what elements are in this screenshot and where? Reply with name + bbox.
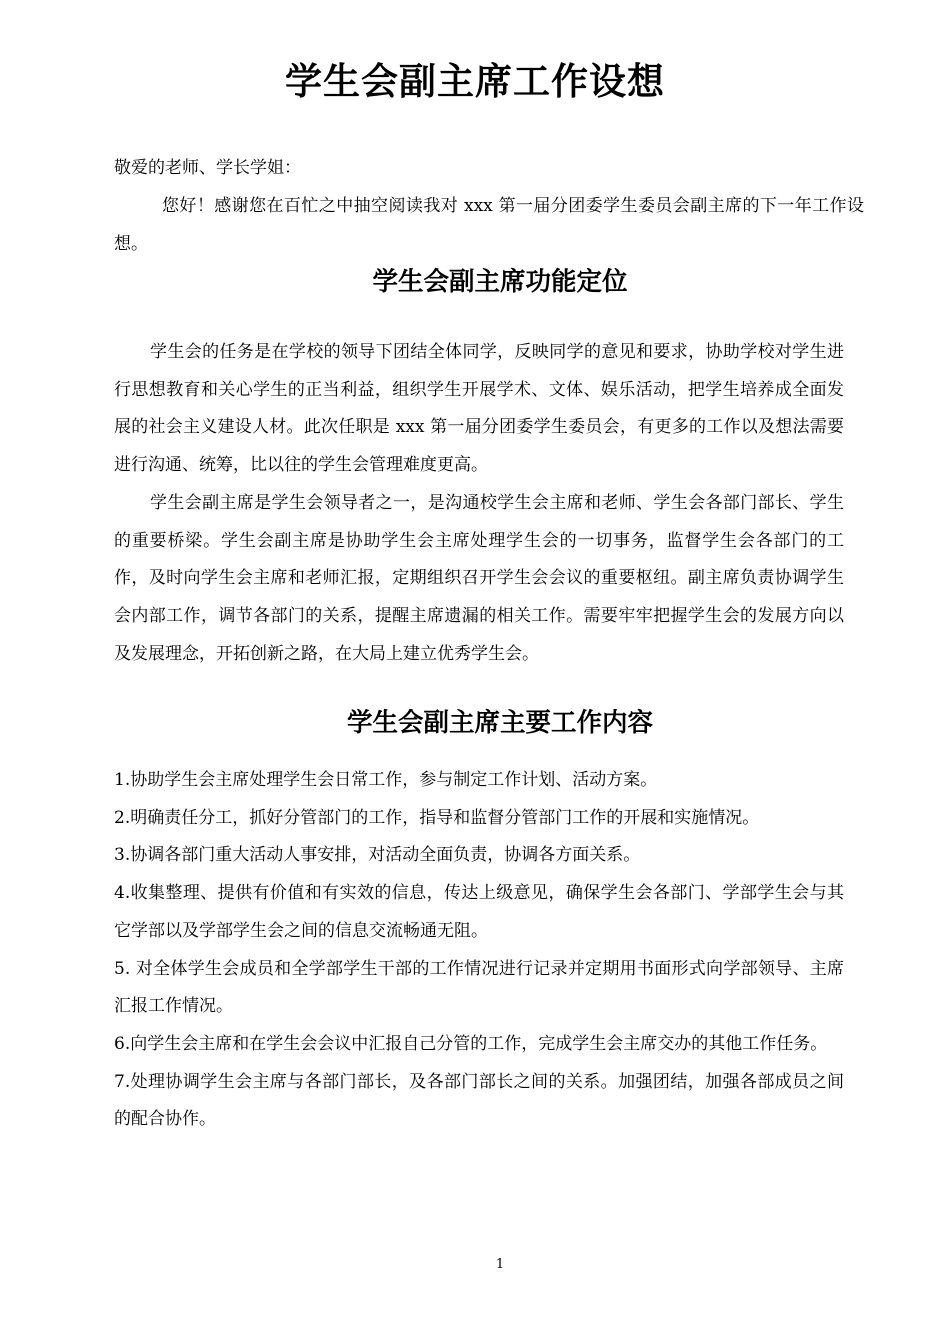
document-title: 学生会副主席工作设想 — [285, 60, 665, 103]
body-paragraph: 学生会副主席是学生会领导者之一，是沟通校学生会主席和老师、学生会各部门部长、学生的重要桥梁。学生会副主席是协助学生会主席处理学生会的一切事务，监督学生会各部门的工作，及时向学生会主席和老师汇报，定期组织召开学生会会议的重要枢纽。副主席负责协调学生会内部工作，调节各部门的关系，提醒主席遗漏的相关工作。需要牢牢把握学生会的发展方向以及发展理念，开拓创新之路，在大局上建立优秀学生会。 — [114, 492, 844, 664]
list-item: 7.处理协调学生会主席与各部门部长，及各部门部长之间的关系。加强团结，加强各部成员之间的配合协作。 — [114, 1071, 844, 1130]
salutation: 敬爱的老师、学长学姐： — [114, 158, 301, 178]
section-heading-role: 学生会副主席功能定位 — [372, 267, 628, 297]
list-item: 6.向学生会主席和在学生会会议中汇报自己分管的工作，完成学生会主席交办的其他工作任务。 — [114, 1033, 828, 1054]
body-paragraph: 学生会的任务是在学校的领导下团结全体同学，反映同学的意见和要求，协助学校对学生进行思想教育和关心学生的正当利益，组织学生开展学术、文体、娱乐活动，把学生培养成全面发展的社会主义建设人材。此次任职是 xxx 第一届分团委学生委员会，有更多的工作以及想法需要进行沟通、统筹，比以往的学生会管理难度更高。 — [114, 342, 844, 476]
list-item: 3.协调各部门重大活动人事安排，对活动全面负责，协调各方面关系。 — [114, 845, 641, 866]
section-heading-duties: 学生会副主席主要工作内容 — [346, 708, 653, 738]
list-item: 4.收集整理、提供有价值和有实效的信息，传达上级意见，确保学生会各部门、学部学生会与其它学部以及学部学生会之间的信息交流畅通无阻。 — [114, 883, 844, 941]
section-role-body — [114, 334, 844, 673]
greeting-paragraph: 您好！感谢您在百忙之中抽空阅读我对 xxx 第一届分团委学生委员会副主席的下一年工作设想。 — [114, 196, 864, 254]
duties-list — [114, 762, 844, 1139]
page-number: 1 — [495, 1257, 505, 1272]
list-item: 5. 对全体学生会成员和全学部学生干部的工作情况进行记录并定期用书面形式向学部领导、主席汇报工作情况。 — [114, 958, 844, 1017]
list-item: 1.协助学生会主席处理学生会日常工作，参与制定工作计划、活动方案。 — [114, 770, 658, 790]
list-item: 2.明确责任分工，抓好分管部门的工作，指导和监督分管部门工作的开展和实施情况。 — [114, 807, 760, 828]
